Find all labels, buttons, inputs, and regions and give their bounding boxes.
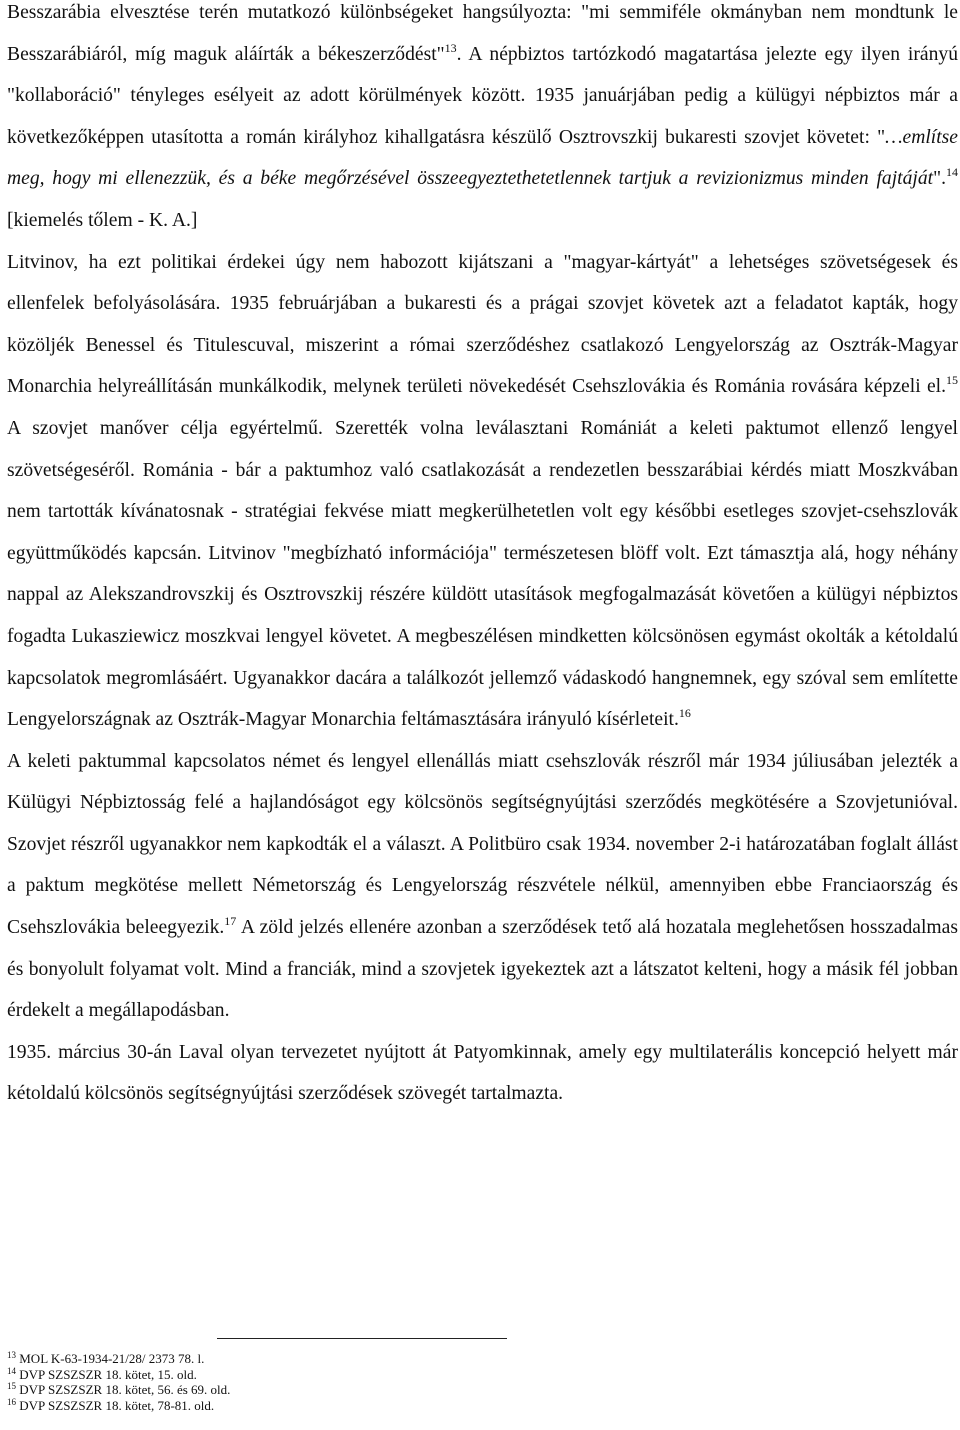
footnote-text: MOL K-63-1934-21/28/ 2373 78. l. bbox=[16, 1351, 205, 1366]
paragraph-text: Besszarábia elvesztése terén mutatkozó különbségeket hangsúlyozta: "mi semmiféle okmányban nem mondtunk le Besszarábiáról, míg maguk aláírták a békeszerződést" bbox=[7, 2, 958, 65]
footnote-text: DVP SZSZSZR 18. kötet, 78-81. old. bbox=[16, 1397, 215, 1413]
paragraph-text: 1935. március 30-án Laval olyan tervezetet nyújtott át Patyomkinnak, amely egy multilaterális koncepció helyett már kétoldalú kölcsönös segítségnyújtási szerződések szövegét tartalmazta. bbox=[7, 1041, 958, 1105]
footnote-separator bbox=[217, 1338, 507, 1339]
footnote-number: 16 bbox=[7, 1396, 16, 1407]
footnote-reference: 14 bbox=[946, 165, 958, 180]
paragraph-text: . A népbiztos tartózkodó magatartása jelezte egy ilyen irányú "kollaboráció" tényleges esélyeit az adott körülmények között. 1935 januárjában pedig a külügyi népbiztos már a következőképpen utasította a román királyhoz kihallgatásra készülő Osztrovszkij bukaresti szovjet követet: " bbox=[7, 43, 958, 148]
paragraph-text: ". bbox=[933, 168, 946, 190]
footnote-text: DVP SZSZSZR 18. kötet, 15. old. bbox=[16, 1366, 197, 1382]
footnote-reference: 16 bbox=[678, 706, 691, 721]
document-body bbox=[7, 0, 958, 1115]
footnote-text: DVP SZSZSZR 18. kötet, 56. és 69. old. bbox=[16, 1382, 231, 1398]
footnotes bbox=[7, 1351, 607, 1413]
paragraph bbox=[7, 242, 958, 741]
paragraph bbox=[7, 1032, 958, 1115]
emphasized-quote: …említse meg, hogy mi ellenezzük, és a béke megőrzésével összeegyeztethetetlennek tartjuk a revizionizmus minden fajtáját bbox=[7, 126, 958, 190]
footnote-reference: 15 bbox=[946, 373, 958, 388]
footnote-number: 15 bbox=[7, 1381, 16, 1392]
footnote bbox=[7, 1398, 607, 1414]
footnote-reference: 13 bbox=[444, 40, 457, 55]
footnote-number: 14 bbox=[7, 1365, 16, 1376]
paragraph bbox=[7, 741, 958, 1032]
paragraph-text: A zöld jelzés ellenére azonban a szerződések tető alá hozatala meglehetősen hosszadalmas és bonyolult folyamat volt. Mind a franciák, mind a szovjetek igyekeztek azt a látszatot kelteni, hogy a másik fél jobban érdekelt a megállapodásban. bbox=[7, 917, 958, 1022]
footnote bbox=[7, 1382, 607, 1398]
paragraph bbox=[7, 0, 958, 242]
paragraph-text: Litvinov, ha ezt politikai érdekei úgy nem habozott kijátszani a "magyar-kártyát" a lehetséges szövetségesek és ellenfelek befolyásolására. 1935 februárjában a bukaresti és a prágai szovjet követek azt a feladatot kapták, hogy közöljék Benessel és Titulescuval, miszerint a római szerződéshez csatlakozó Lengyelország az Osztrák-Magyar Monarchia helyreállításán munkálkodik, melynek területi növekedését Csehszlovákia és Románia rovására képzeli el. bbox=[7, 251, 958, 398]
footnote-number: 13 bbox=[7, 1350, 16, 1360]
footnote-reference: 17 bbox=[224, 914, 237, 929]
footnote bbox=[7, 1367, 607, 1383]
footnote bbox=[7, 1351, 607, 1367]
paragraph-text: [kiemelés tőlem - K. A.] bbox=[7, 209, 198, 231]
paragraph-text: A keleti paktummal kapcsolatos német és lengyel ellenállás miatt csehszlovák részről már 1934 júliusában jelezték a Külügyi Népbiztosság felé a hajlandóságot egy kölcsönös segítségnyújtási szerződés megkötésére a Szovjetunióval. Szovjet részről ugyanakkor nem kapkodták el a választ. A Politbüro csak 1934. november 2-i határozatában foglalt állást a paktum megkötése mellett Németország és Lengyelország részvétele nélkül, amennyiben ebbe Franciaország és Csehszlovákia beleegyezik. bbox=[7, 750, 958, 939]
paragraph-text: A szovjet manőver célja egyértelmű. Szerették volna leválasztani Romániát a keleti paktumot ellenző lengyel szövetségeséről. Románia - bár a paktumhoz való csatlakozását a rendezetlen besszarábiai kérdés miatt Moszkvában nem tartották kívánatosnak - stratégiai fekvése miatt megkerülhetetlen volt egy későbbi esetleges szovjet-csehszlovák együttműködés kapcsán. Litvinov "megbízható információja" természetesen blöff volt. Ezt támasztja alá, hogy néhány nappal az Alekszandrovszkij és Osztrovszkij részére küldött utasítások megfogalmazását követően a külügyi népbiztos fogadta Lukasziewicz moszkvai lengyel követet. A megbeszélésen mindketten kölcsönösen egymást okolták a kétoldalú kapcsolatok megromlásáért. Ugyanakkor dacára a találkozót jellemző vádaskodó hangnemnek, egy szóval sem említette Lengyelországnak az Osztrák-Magyar Monarchia feltámasztására irányuló kísérleteit. bbox=[7, 417, 958, 731]
